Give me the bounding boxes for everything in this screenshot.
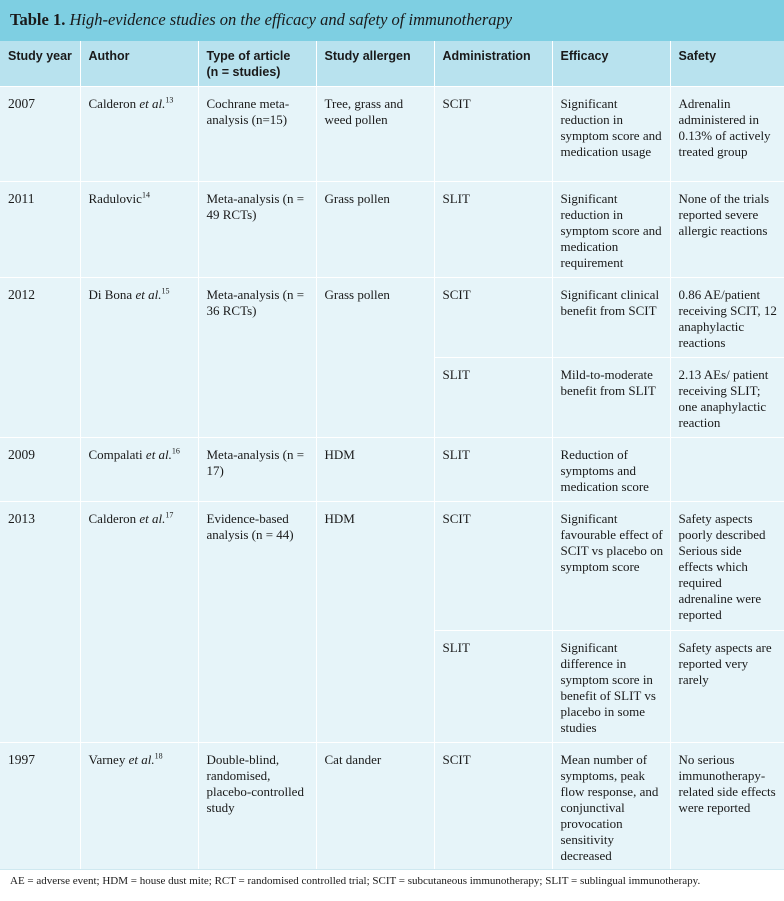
- cell-safety: Safety aspects poorly described Serious side effects which required adrenaline were reported: [670, 502, 784, 631]
- cell-efficacy: Significant reduction in symptom score and medication requirement: [552, 182, 670, 278]
- cell-administration: SLIT: [434, 358, 552, 438]
- author-etal: et al.: [139, 511, 166, 526]
- cell-safety: 2.13 AEs/ patient receiving SLIT; one anaphylactic reaction: [670, 358, 784, 438]
- cell-type: Evidence-based analysis (n = 44): [198, 502, 316, 743]
- table-row: [0, 278, 784, 358]
- header-type-line2: (n = studies): [206, 65, 281, 79]
- cell-allergen: HDM: [316, 502, 434, 743]
- table-row: [0, 438, 784, 502]
- cell-allergen: Grass pollen: [316, 278, 434, 438]
- cell-administration: SCIT: [434, 278, 552, 358]
- cell-year: 2013: [0, 502, 80, 743]
- cell-type: Meta-analysis (n = 49 RCTs): [198, 182, 316, 278]
- author-name: Calderon: [88, 511, 140, 526]
- cell-efficacy: Significant clinical benefit from SCIT: [552, 278, 670, 358]
- reference-number: 14: [141, 190, 150, 200]
- author-name: Calderon: [88, 96, 140, 111]
- author-etal: et al.: [128, 752, 155, 767]
- header-type-of-article: [198, 41, 316, 87]
- cell-administration: SCIT: [434, 743, 552, 871]
- cell-safety: Safety aspects are reported very rarely: [670, 631, 784, 743]
- cell-author: [80, 182, 198, 278]
- header-safety: Safety: [670, 41, 784, 87]
- reference-number: 17: [165, 510, 174, 520]
- cell-administration: SLIT: [434, 182, 552, 278]
- table-header: [0, 41, 784, 87]
- cell-allergen: Grass pollen: [316, 182, 434, 278]
- cell-year: 2007: [0, 87, 80, 182]
- cell-safety: 0.86 AE/patient receiving SCIT, 12 anaphylactic reactions: [670, 278, 784, 358]
- reference-number: 16: [171, 446, 180, 456]
- cell-safety: Adrenalin administered in 0.13% of actively treated group: [670, 87, 784, 182]
- table-row: [0, 87, 784, 182]
- cell-author: [80, 743, 198, 871]
- table-body: [0, 87, 784, 871]
- table-footnote: AE = adverse event; HDM = house dust mite; RCT = randomised controlled trial; SCIT = subcutaneous immunotherapy; SLIT = sublingual immunotherapy.: [0, 869, 784, 888]
- cell-author: [80, 87, 198, 182]
- author-name: Radulovic: [88, 191, 142, 206]
- header-author: Author: [80, 41, 198, 87]
- cell-author: [80, 438, 198, 502]
- cell-efficacy: Reduction of symptoms and medication score: [552, 438, 670, 502]
- author-name: Varney: [88, 752, 129, 767]
- studies-table: [0, 41, 784, 871]
- cell-year: 2012: [0, 278, 80, 438]
- cell-allergen: Cat dander: [316, 743, 434, 871]
- header-study-allergen: Study allergen: [316, 41, 434, 87]
- author-etal: et al.: [135, 287, 162, 302]
- cell-efficacy: Significant favourable effect of SCIT vs placebo on symptom score: [552, 502, 670, 631]
- header-administration: Administration: [434, 41, 552, 87]
- table-title: High-evidence studies on the efficacy and safety of immunotherapy: [69, 10, 513, 29]
- cell-type: Meta-analysis (n = 17): [198, 438, 316, 502]
- cell-administration: SCIT: [434, 87, 552, 182]
- cell-safety: [670, 438, 784, 502]
- header-efficacy: Efficacy: [552, 41, 670, 87]
- table-label: Table 1.: [10, 10, 66, 29]
- cell-efficacy: Significant reduction in symptom score and medication usage: [552, 87, 670, 182]
- header-type-line1: Type of article: [206, 49, 291, 63]
- header-row: [0, 41, 784, 87]
- author-etal: et al.: [145, 447, 172, 462]
- table-row: [0, 502, 784, 631]
- cell-administration: SCIT: [434, 502, 552, 631]
- cell-year: 2011: [0, 182, 80, 278]
- cell-efficacy: Mild-to-moderate benefit from SLIT: [552, 358, 670, 438]
- cell-administration: SLIT: [434, 631, 552, 743]
- author-etal: et al.: [139, 96, 166, 111]
- author-name: Di Bona: [88, 287, 136, 302]
- table-row: [0, 182, 784, 278]
- cell-type: Meta-analysis (n = 36 RCTs): [198, 278, 316, 438]
- author-name: Compalati: [88, 447, 146, 462]
- cell-efficacy: Mean number of symptoms, peak flow response, and conjunctival provocation sensitivity decreased: [552, 743, 670, 871]
- table-title-bar: [0, 0, 784, 41]
- cell-efficacy: Significant difference in symptom score in benefit of SLIT vs placebo in some studies: [552, 631, 670, 743]
- cell-year: 2009: [0, 438, 80, 502]
- cell-allergen: HDM: [316, 438, 434, 502]
- cell-safety: None of the trials reported severe allergic reactions: [670, 182, 784, 278]
- reference-number: 15: [161, 286, 170, 296]
- reference-number: 13: [165, 95, 174, 105]
- cell-author: [80, 278, 198, 438]
- cell-year: 1997: [0, 743, 80, 871]
- table-row: [0, 743, 784, 871]
- cell-administration: SLIT: [434, 438, 552, 502]
- cell-author: [80, 502, 198, 743]
- cell-type: Double-blind, randomised, placebo-controlled study: [198, 743, 316, 871]
- header-study-year: Study year: [0, 41, 80, 87]
- cell-type: Cochrane meta-analysis (n=15): [198, 87, 316, 182]
- cell-allergen: Tree, grass and weed pollen: [316, 87, 434, 182]
- cell-safety: No serious immunotherapy-related side effects were reported: [670, 743, 784, 871]
- reference-number: 18: [154, 751, 163, 761]
